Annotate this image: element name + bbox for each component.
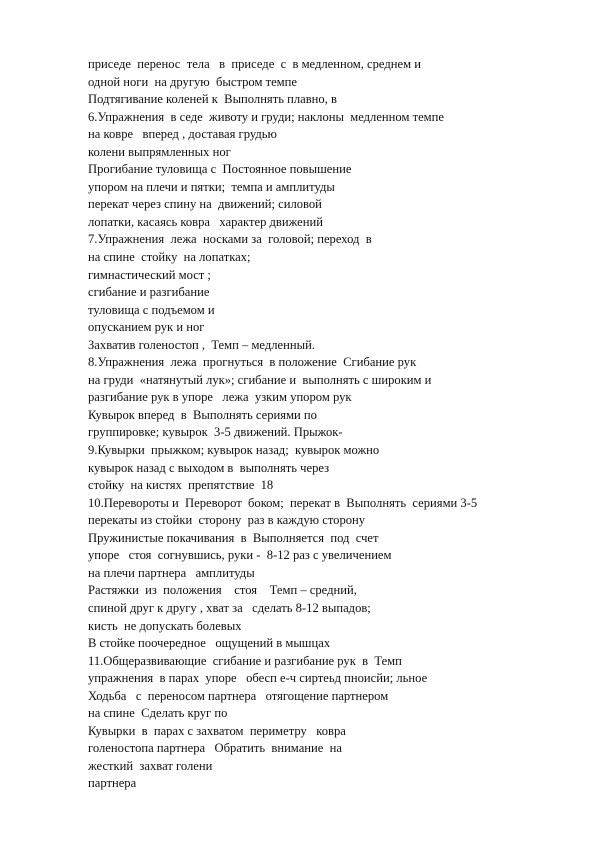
text-line: жесткий захват голени <box>88 758 213 773</box>
text-line: упоре стоя согнувшись, руки - 8-12 раз с увеличением <box>88 548 392 563</box>
text-line: туловища с подъемом и <box>88 302 215 317</box>
text-line: Растяжки из положения стоя Темп – средний, <box>88 583 357 598</box>
text-line: на ковре вперед , доставая грудью <box>88 127 277 142</box>
text-line: 6.Упражнения в седе животу и груди; наклоны медленном темпе <box>88 109 444 124</box>
text-line: упражнения в парах упоре обесп е-ч сиртеьд пноисйи; льное <box>88 671 428 686</box>
text-line: Захватив голеностоп , Темп – медленный. <box>88 337 315 352</box>
text-line: Ходьба с переносом партнера от​ягощение партнером <box>88 688 389 703</box>
text-line: перекаты из стойки сторону раз в каждую сторону <box>88 513 366 528</box>
text-line: Кувырки в парах с захватом периметру ковра <box>88 723 346 738</box>
text-line: гимнастический мост ; <box>88 267 211 282</box>
text-line: колени выпрямленных ног <box>88 144 231 159</box>
text-line: партнера <box>88 776 137 791</box>
text-line: В стойке поочередное ощущений в мышцах <box>88 636 331 651</box>
text-line: упором на плечи и пятки; темпа и амплитуды <box>88 179 335 194</box>
text-line: 10.Перевороты и Переворот боком; перекат в Выполнять сериями 3-5 <box>88 495 478 510</box>
text-line: 11.Общеразвивающие сгибание и разгибание рук в Темп <box>88 653 402 668</box>
document-text <box>88 56 568 793</box>
text-line: группировке; кувырок 3-5 движений. Прыжок- <box>88 425 343 440</box>
text-line: голеностопа партнера Обратить внимание на <box>88 741 342 756</box>
text-line: 8.Упражнения лежа прогнуться в положение Сгибание рук <box>88 355 417 370</box>
text-line: Кувырок вперед в Выполнять сериями по <box>88 407 317 422</box>
text-line: одной ноги на другую быстром темпе <box>88 74 297 89</box>
text-line: кувырок назад с выходом в выполнять через <box>88 460 330 475</box>
text-line: на груди «натянутый лук»; сгибание и выполнять с широким и <box>88 372 432 387</box>
text-line: стойку на кистях препятствие 18 <box>88 478 274 493</box>
text-line: кисть не допускать болевых <box>88 618 242 633</box>
text-line: перекат через спину на движений; силовой <box>88 197 322 212</box>
text-line: на плечи партнера амплитуды <box>88 565 255 580</box>
text-line: 7.Упражнения лежа носками за головой; переход в <box>88 232 372 247</box>
text-line: Подтягивание коленей к Выполнять плавно, в <box>88 92 337 107</box>
text-line: приседе перенос тела в приседе с в медленном, среднем и <box>88 57 421 71</box>
text-line: на спине Сделать круг по <box>88 706 228 721</box>
text-line: 9.Кувырки прыжком; кувырок назад; кувырок можно <box>88 443 380 458</box>
text-line: спиной друг к другу , хват за сделать 8-12 выпадов; <box>88 600 371 615</box>
text-line: Пружинистые покачивания в Выполняется под счет <box>88 530 379 545</box>
text-line: Прогибание туловища с Постоянное повышение <box>88 162 352 177</box>
text-line: опусканием рук и ног <box>88 320 205 335</box>
text-line: на спине стойку на лопатках; <box>88 250 251 265</box>
text-line: сгибание и разгибание <box>88 285 210 300</box>
text-line: лопатки, касаясь ковра характер движений <box>88 214 323 229</box>
text-line: разгибание рук в упоре лежа узким упором рук <box>88 390 352 405</box>
